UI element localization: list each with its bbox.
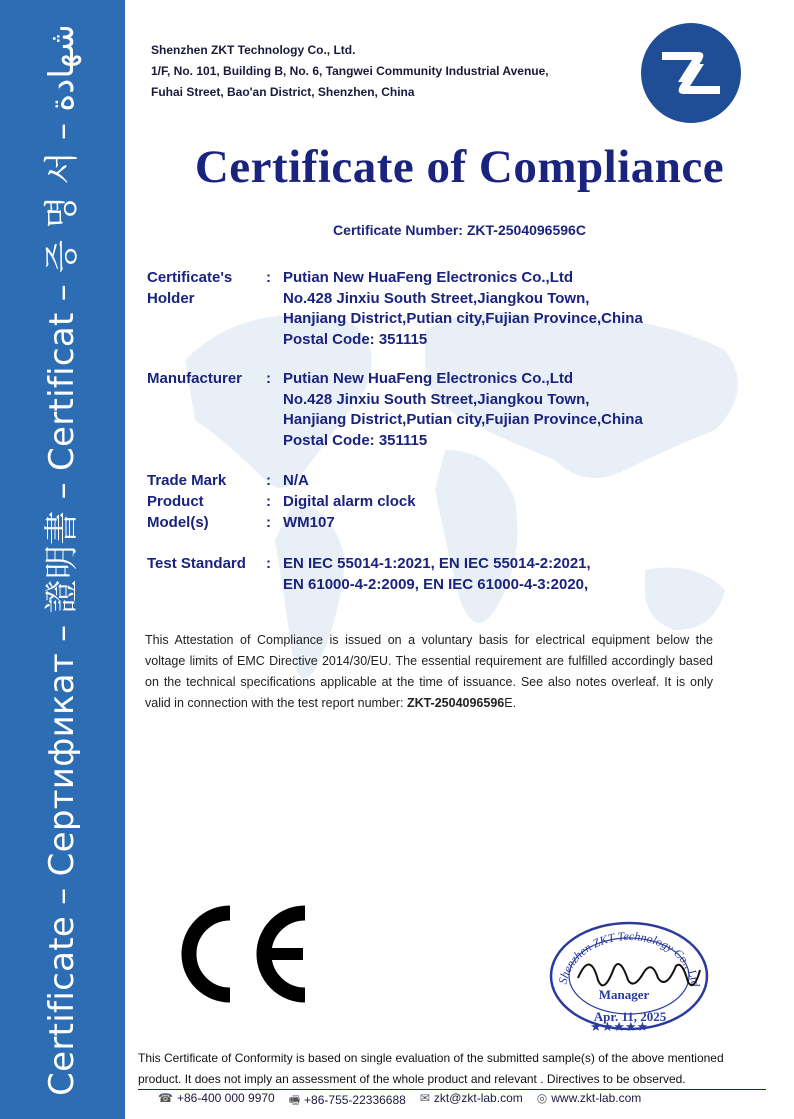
stamp-ring-text: Shenzhen ZKT Technology Co., Ltd <box>555 928 703 988</box>
manufacturer-name: Putian New HuaFeng Electronics Co.,Ltd <box>283 370 574 387</box>
footer-contacts <box>158 1091 641 1112</box>
holder-name: Putian New HuaFeng Electronics Co.,Ltd <box>283 269 574 286</box>
signature-icon <box>578 964 700 985</box>
footer-divider <box>138 1089 766 1090</box>
test-standard-label: Test Standard <box>147 555 246 572</box>
sidebar-multilingual-text: Certificate – Сертификат – 證明書 – Certificat – 증 명 서 – شهادة <box>42 24 82 1096</box>
manufacturer-postal-code: Postal Code: 351115 <box>283 431 428 449</box>
trade-mark-value: N/A <box>283 472 309 489</box>
sidebar-band <box>0 0 125 1119</box>
manufacturer-value <box>283 369 643 451</box>
page-title: Certificate of Compliance <box>194 141 725 193</box>
stamp-date: Apr. 11, 2025 <box>593 1009 667 1024</box>
certificate-number: Certificate Number: ZKT-2504096596C <box>333 222 586 238</box>
holder-address-1: No.428 Jinxiu South Street,Jiangkou Town, <box>283 289 590 307</box>
contact-phone: ☎ +86-400 000 9970 <box>158 1091 275 1105</box>
models-value: WM107 <box>283 514 335 531</box>
stamp-stars <box>590 1020 648 1032</box>
attestation-paragraph <box>145 630 713 714</box>
email-icon: ✉ <box>419 1091 430 1105</box>
contact-fax: 🖷 +86-755-22336688 <box>288 1093 406 1107</box>
issuer-company-name: Shenzhen ZKT Technology Co., Ltd. <box>151 43 356 57</box>
stamp-role: Manager <box>598 987 650 1002</box>
footer-disclaimer: This Certificate of Conformity is based on single evaluation of the submitted sample(s) of the above mentioned product. It does not imply an assessment of the whole product and relevant . Directives to be observed. <box>138 1051 724 1086</box>
attestation-text: This Attestation of Compliance is issued on a voluntary basis for electrical equipment below the voltage limits of EMC Directive 2014/30/EU. The essential requirement are fulfilled accordingly based on the technical specifications applicable at the time of issuance. See also notes overleaf. It is only valid in connection with the test report number: <box>145 633 713 710</box>
product-value: Digital alarm clock <box>283 493 416 510</box>
manufacturer-address-1: No.428 Jinxiu South Street,Jiangkou Town, <box>283 390 590 408</box>
report-suffix: E. <box>504 696 517 710</box>
models-colon: : <box>266 514 271 531</box>
manufacturer-address-2: Hanjiang District,Putian city,Fujian Province,China <box>283 411 643 428</box>
holder-postal-code: Postal Code: 351115 <box>283 330 428 348</box>
holder-label-line-2: Holder <box>147 289 195 307</box>
contact-website: ◎ www.zkt-lab.com <box>536 1091 642 1105</box>
test-standard-colon: : <box>266 555 271 572</box>
contact-email: ✉ zkt@zkt-lab.com <box>419 1091 523 1105</box>
issuer-block <box>151 40 549 103</box>
models-label: Model(s) <box>147 514 209 531</box>
fax-icon: 🖷 <box>288 1093 301 1107</box>
phone-icon: ☎ <box>158 1091 173 1105</box>
issuer-address-line-2: Fuhai Street, Bao'an District, Shenzhen, China <box>151 85 415 99</box>
product-colon: : <box>266 493 271 510</box>
issuer-address-line-1: 1/F, No. 101, Building B, No. 6, Tangwei Community Industrial Avenue, <box>151 64 549 78</box>
holder-address-2: Hanjiang District,Putian city,Fujian Province,China <box>283 310 643 327</box>
holder-label <box>147 268 232 309</box>
svg-text:★★★★★: ★★★★★ <box>590 1020 649 1032</box>
holder-value <box>283 268 643 350</box>
holder-colon: : <box>266 269 271 286</box>
trade-mark-label: Trade Mark <box>147 472 227 489</box>
ce-mark-icon <box>170 905 312 1003</box>
test-standard-line-1: EN IEC 55014-1:2021, EN IEC 55014-2:2021, <box>283 555 591 572</box>
report-number: ZKT-2504096596 <box>406 696 505 710</box>
manufacturer-label: Manufacturer <box>147 370 243 387</box>
manufacturer-colon: : <box>266 370 271 387</box>
product-label: Product <box>147 493 204 510</box>
trade-mark-colon: : <box>266 472 271 489</box>
holder-label-line-1: Certificate's <box>147 269 233 286</box>
test-standard-line-2: EN 61000-4-2:2009, EN IEC 61000-4-3:2020, <box>283 575 589 593</box>
test-standard-value <box>283 554 591 595</box>
globe-icon: ◎ <box>536 1091 548 1105</box>
company-seal-stamp <box>548 920 710 1032</box>
zkt-logo-icon <box>640 22 742 124</box>
